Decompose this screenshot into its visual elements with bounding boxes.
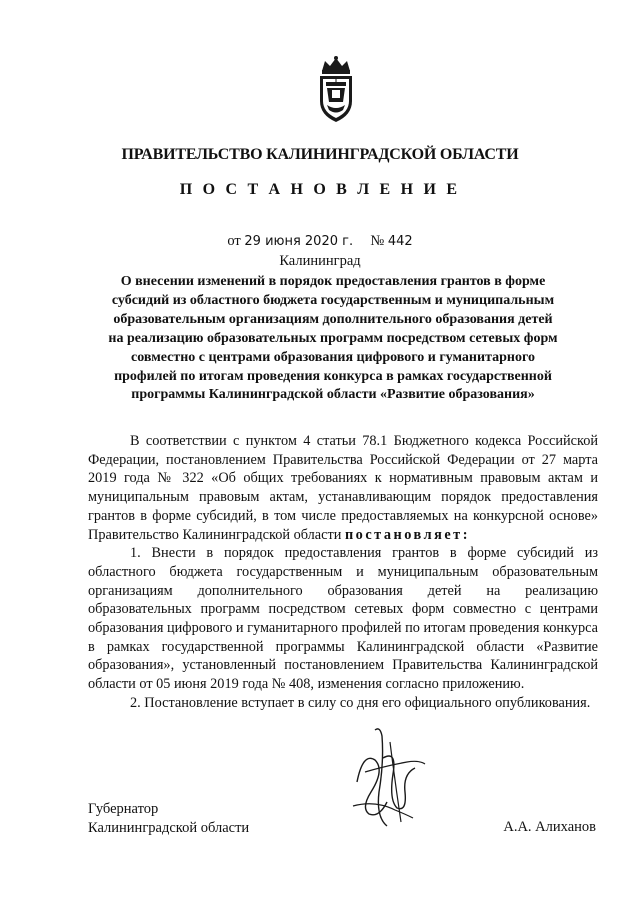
signer-position-line: Калининградской области xyxy=(88,820,250,836)
decree-word: постановляет: xyxy=(344,526,470,543)
heading-line: совместно с центрами образования цифрового и гуманитарного xyxy=(131,349,535,365)
heading-line: профилей по итогам проведения конкурса в рамках государственной xyxy=(114,368,552,384)
heading-line: программы Калининградской области «Развитие образования» xyxy=(131,387,535,403)
heading-line: О внесении изменений в порядок предоставления грантов в форме xyxy=(120,274,546,289)
document-type: П О С Т А Н О В Л Е Н И Е xyxy=(179,181,461,198)
item-1-paragraph: 1. Внести в порядок предоставления грантов в форме субсидий из областного бюджета государственным и муниципальным образовательным организациям дополнительного образования детей на реализацию образовательных программ посредством сетевых форм совместно с центрами образования цифрового и гуманитарного профилей по итогам проведения конкурса в рамках государственной программы Калининградской области «Развитие образования», установленный постановлением Правительства Калининградской области от 05 июня 2019 года № 408, изменения согласно приложению. xyxy=(88,545,598,693)
number-prefix: № xyxy=(370,233,385,249)
government-title: ПРАВИТЕЛЬСТВО КАЛИНИНГРАДСКОЙ ОБЛАСТИ xyxy=(121,146,519,163)
document-body xyxy=(88,432,598,713)
preamble-text: В соответствии с пунктом 4 статьи 78.1 Бюджетного кодекса Российской Федерации, постановлением Правительства Российской Федерации от 27 марта 2019 года № 322 «Об общих требованиях к нормативным правовым актам и муниципальным правовым актам, устанавливающим порядок предоставления грантов в форме субсидий, в том числе предоставляемых на конкурсной основе» Правительство Калининградской области xyxy=(88,433,598,543)
preamble-paragraph xyxy=(88,432,598,544)
heading-line: образовательным организациям дополнительного образования детей xyxy=(113,311,553,327)
signer-name: А.А. Алиханов xyxy=(503,819,596,835)
number-value: 442 xyxy=(387,234,413,249)
signer-position-line: Губернатор xyxy=(88,801,159,817)
signer-position xyxy=(88,800,249,838)
city-name: Калининград xyxy=(279,253,361,269)
handwritten-signature xyxy=(335,722,430,832)
date-value: 29 июня 2020 г. xyxy=(244,234,354,249)
document-heading xyxy=(88,273,578,405)
heading-line: субсидий из областного бюджета государственным и муниципальным xyxy=(111,292,555,308)
item-2-paragraph: 2. Постановление вступает в силу со дня его официального опубликования. xyxy=(130,694,591,711)
coat-of-arms-icon xyxy=(313,55,359,125)
date-number-line xyxy=(0,233,640,250)
date-prefix: от xyxy=(227,233,241,249)
heading-line: на реализацию образовательных программ посредством сетевых форм xyxy=(108,330,558,346)
